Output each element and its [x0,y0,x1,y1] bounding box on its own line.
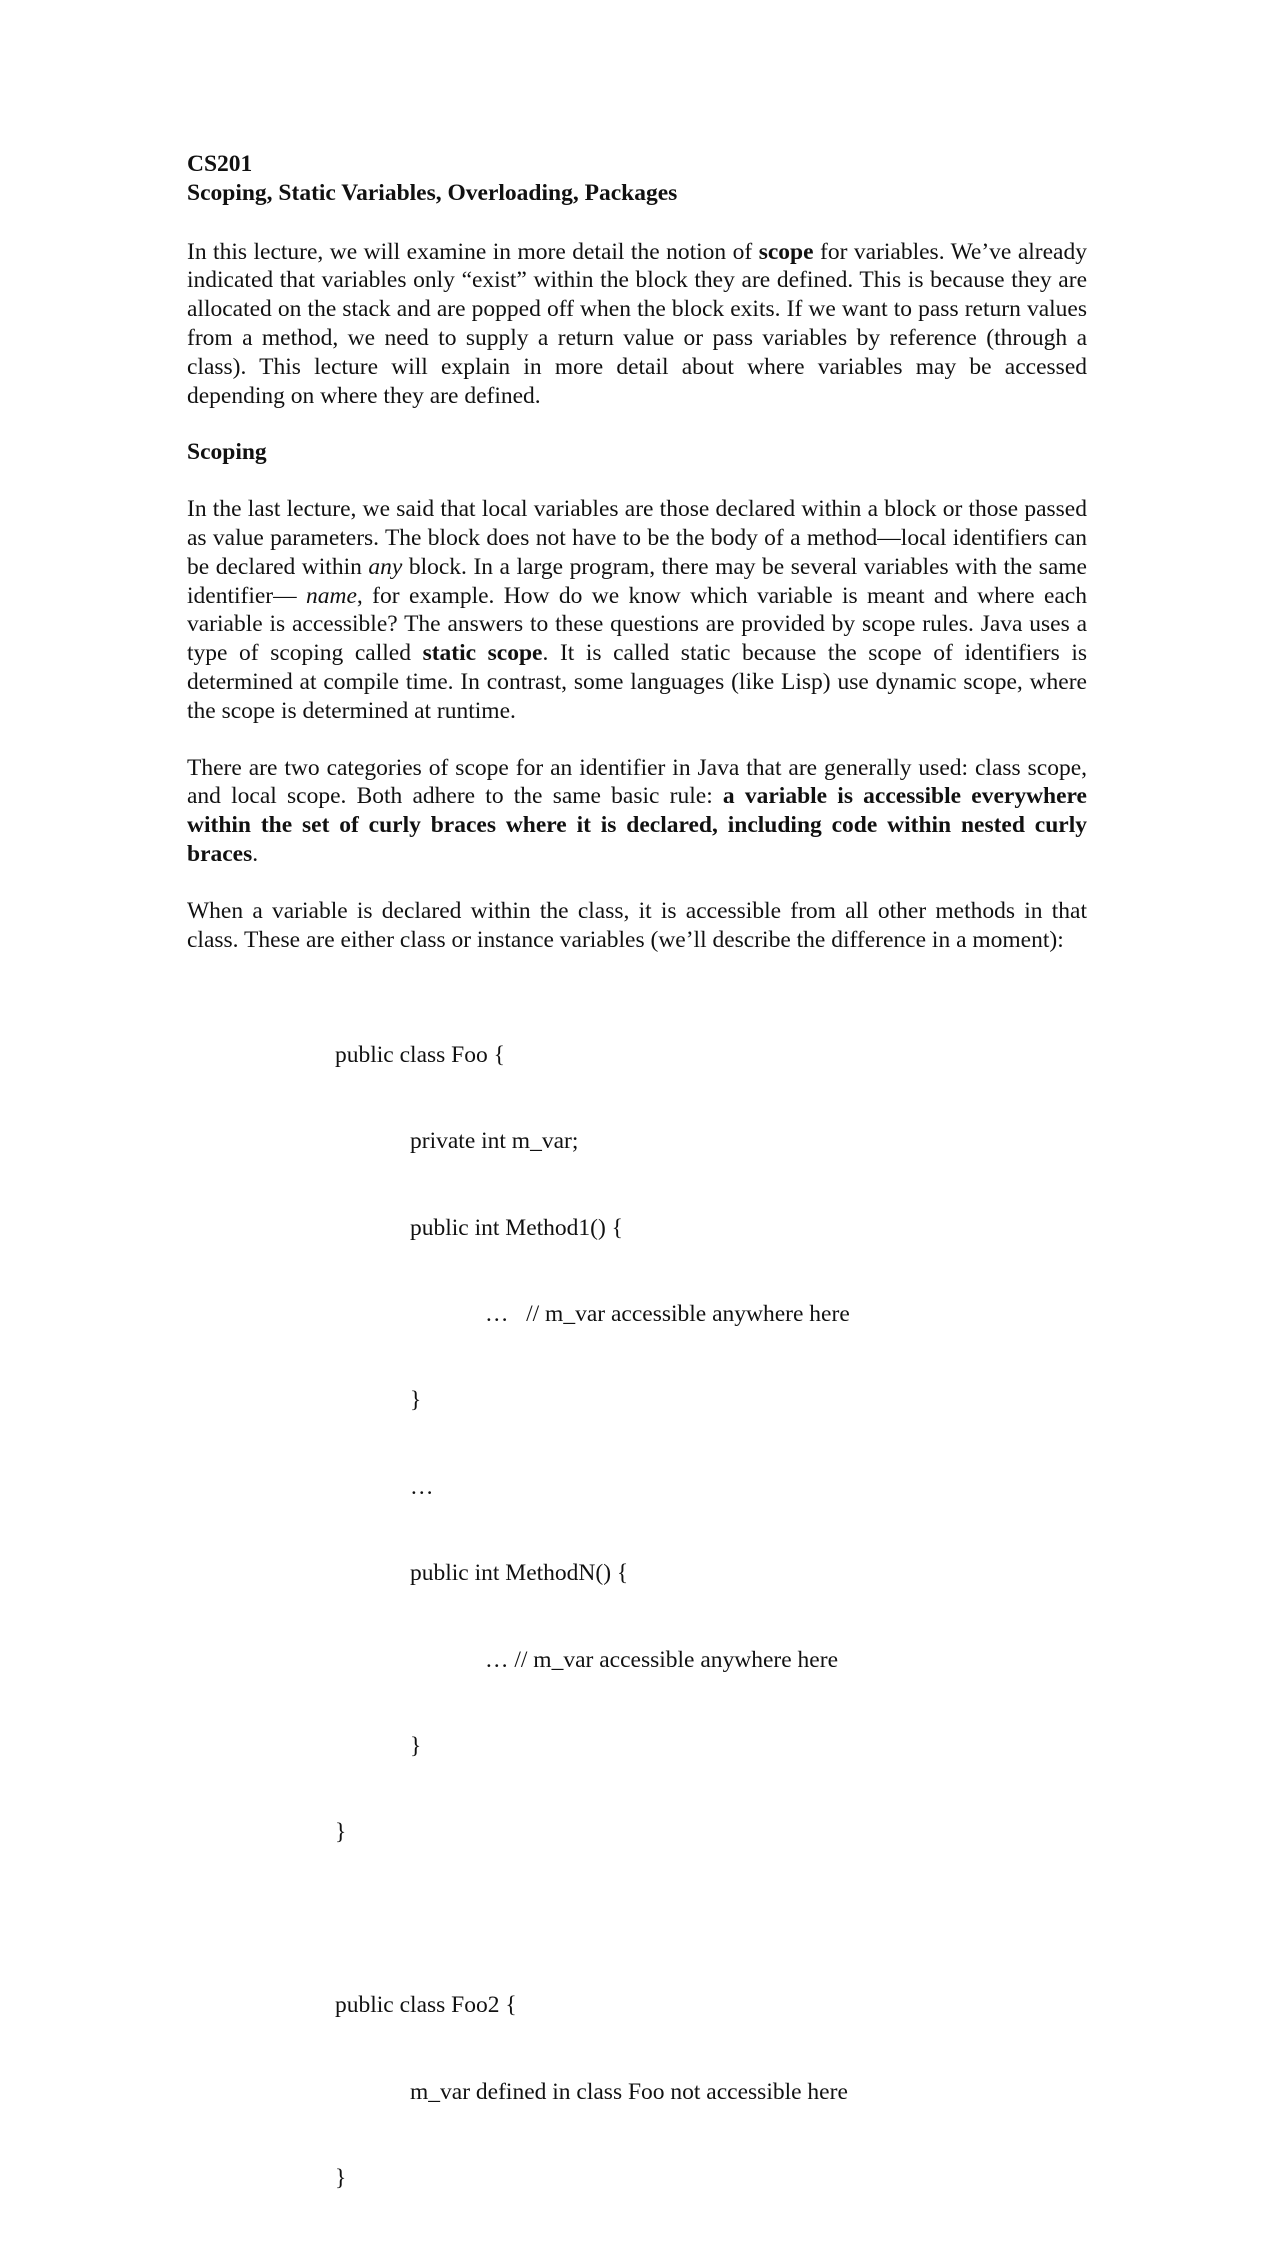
para1-text-3: , for example. How do we know which variable is meant and where each variable is accessible? The answers to these questions are provided by scope rules. Java uses a type of scoping called [187,582,1087,667]
lecture-title: Scoping, Static Variables, Overloading, Packages [187,179,678,206]
code-spacer [335,1905,1087,1934]
para2-text-1: There are two categories of scope for an identifier in Java that are generally used: class scope, and local scope. Both adhere to the same basic rule: [187,754,1087,810]
para1-text-2: block. In a large program, there may be several variables with the same identifier— [187,553,1087,609]
intro-bold-scope: scope [758,238,814,265]
intro-paragraph [187,238,1087,411]
para1-italic-name: name [306,582,357,609]
course-code: CS201 [187,151,253,177]
code-line: … // m_var accessible anywhere here [485,1646,838,1673]
code-line: m_var defined in class Foo not accessible here [410,2078,848,2105]
code-line: } [410,1733,422,1760]
scoping-paragraph-3: When a variable is declared within the class, it is accessible from all other methods in that class. These are either class or instance variables (we’ll describe the difference in a moment): [187,897,1087,953]
code-line: } [410,1387,422,1414]
code-line: public class Foo2 { [335,1992,517,2019]
para1-bold-static-scope: static scope [422,640,543,667]
section-heading-scoping: Scoping [187,439,267,466]
intro-text-1: In this lecture, we will examine in more detail the notion of [187,238,759,265]
para2-text-2: . [252,840,259,867]
code-line: } [335,2165,347,2191]
code-line: public int Method1() { [410,1214,623,1241]
code-line: … // m_var accessible anywhere here [485,1301,850,1328]
scoping-paragraph-2 [187,754,1087,869]
code-line: private int m_var; [410,1128,579,1155]
para1-italic-any: any [368,553,403,580]
para1-text-4: . It is called static because the scope of identifiers is determined at compile time. In contrast, some languages (like Lisp) use dynamic scope, where the scope is determined at runtime. [187,640,1087,724]
code-line: … [410,1473,434,1500]
scoping-paragraph-1 [187,495,1087,725]
code-line: public class Foo { [335,1041,505,1068]
code-line: } [335,1819,347,1846]
para2-bold-rule: a variable is accessible everywhere within the set of curly braces where it is declared, including code within nested curly braces [187,783,1087,867]
intro-text-2: for variables. We’ve already indicated that variables only “exist” within the block they are defined. This is because they are allocated on the stack and are popped off when the block exits. If we want to pass return values from a method, we need to supply a return value or pass variables by reference (through a class). This lecture will explain in more detail about where variables may be accessed depending on where they are defined. [187,238,1087,409]
para1-text-1: In the last lecture, we said that local variables are those declared within a block or those passed as value parameters. The block does not have to be the body of a method—local identifiers can be declared within [187,496,1087,580]
code-line: public int MethodN() { [410,1560,629,1587]
code-example [335,983,1087,2250]
document-page [187,150,1087,2250]
